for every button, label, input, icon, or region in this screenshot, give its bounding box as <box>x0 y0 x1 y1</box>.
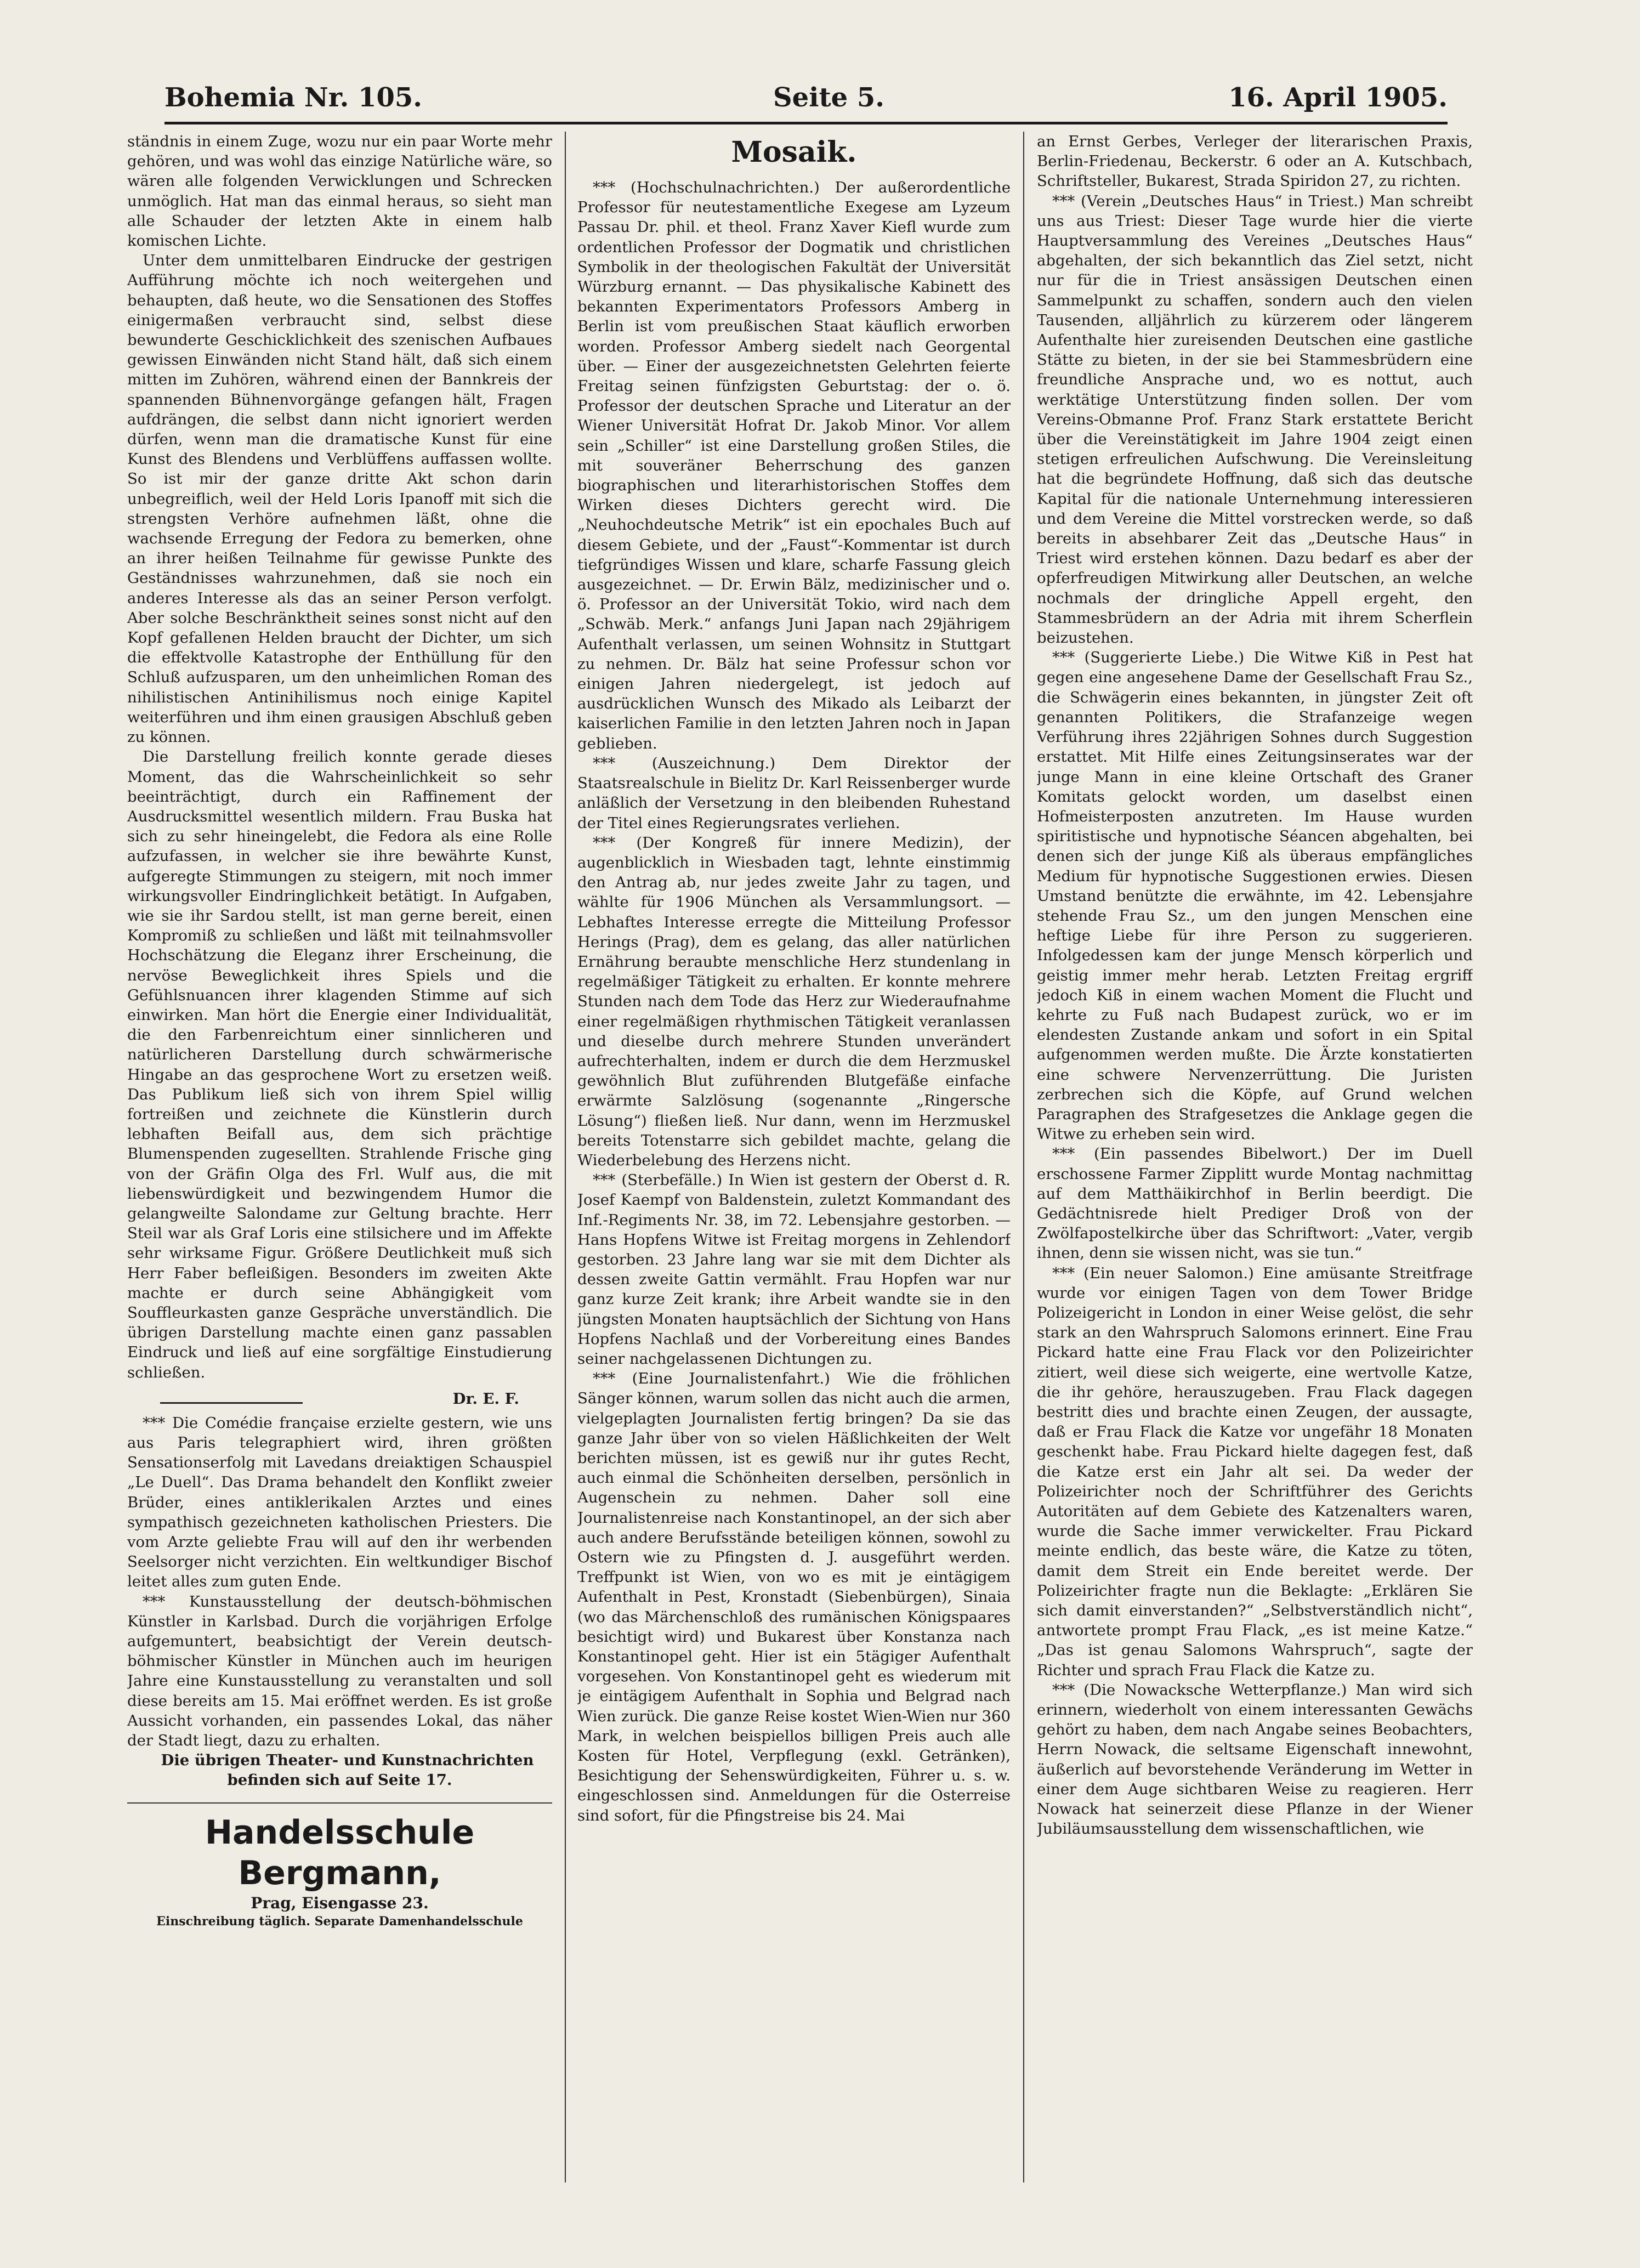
ad-title: Handelsschule Bergmann, <box>205 1813 475 1892</box>
news-item: *** (Suggerierte Liebe.) Die Witwe Kiß in Pest hat gegen eine angesehene Dame der Gesellschaft Frau Sz., die Schwägerin eines bekannten, in jüngster Zeit oft genannten Politikers, die Strafanzeige wegen Verführung ihres 22jährigen Sohnes durch Suggestion erstattet. Mit Hilfe eines Zeitungsinserates war der junge Mann in eine kleine Ortschaft des Graner Komitats gelockt worden, um daselbst einen Hofmeisterposten anzutreten. Im Hause wurden spiritistische und hypnotische Séancen abgehalten, bei denen sich der junge Kiß als überaus empfängliches Medium für hypnotische Suggestionen erwies. Diesen Umstand benützte die erwähnte, im 42. Lebensjahre stehende Frau Sz., um den jungen Menschen eine heftige Liebe für ihre Person zu suggerieren. Infolgedessen kam der junge Mensch körperlich und geistig immer mehr herab. Letzten Freitag ergriff jedoch Kiß in einem wachen Moment die Flucht und kehrte zu Fuß nach Budapest zurück, wo er im elendesten Zustande ankam und sofort in ein Spital aufgenommen werden mußte. Die Ärzte konstatierten eine schwere Nervenzerrüttung. Die Juristen zerbrechen sich die Köpfe, auf Grund welchen Paragraphen des Strafgesetzes die Anklage gegen die Witwe zu erheben sein wird. <box>1037 649 1473 1143</box>
article-paragraph: Unter dem unmittelbaren Eindrucke der gestrigen Aufführung möchte ich noch weitergehen und behaupten, daß heute, wo die Sensationen des Stoffes einigermaßen verbraucht sind, selbst diese bewunderte Geschicklichkeit des szenischen Aufbaues gewissen Einwänden nicht Stand hält, daß sich einem mitten im Zuhören, während einen der Bannkreis der spannenden Bühnenvorgänge gefangen hält, Fragen aufdrängen, die selbst dann nicht ignoriert werden dürfen, wenn man die dramatische Kunst für eine Kunst des Blendens und Verblüffens auffassen wollte. So ist mir der ganze dritte Akt schon darin unbegreiflich, weil der Held Loris Ipanoff mit sich die strengsten Verhöre aufnehmen läßt, ohne die wachsende Erregung der Fedora zu bemerken, ohne an ihrer heißen Teilnahme für gewisse Punkte des Geständnisses wahrzunehmen, daß sie noch ein anderes Interesse als das an seiner Person verfolgt. Aber solche Beschränktheit seines sonst nicht auf den Kopf gefallenen Helden braucht der Dichter, um sich die effektvolle Katastrophe der Enthüllung für den Schluß aufzusparen, um den unheimlichen Roman des nihilistischen Antinihilismus noch einige Kapitel weiterführen und ihm einen grausigen Abschluß geben zu können. <box>127 252 552 746</box>
header-date: 16. April 1905. <box>1228 82 1448 113</box>
news-item: *** (Die Nowacksche Wetterpflanze.) Man wird sich erinnern, wiederholt von einem interessanten Gewächs gehört zu haben, dem nach Angabe seines Beobachters, Herrn Nowack, die seltsame Eigenschaft innewohnt, äußerlich auf bevorstehende Veränderung im Wetter in einer dem Auge sichtbaren Weise zu reagieren. Herr Nowack hat seinerzeit diese Pflanze in der Wiener Jubiläumsausstellung dem wissenschaftlichen, wie <box>1037 1681 1473 1838</box>
page-header <box>164 82 1448 121</box>
author-signature: Dr. E. F. <box>452 1390 519 1408</box>
news-item: *** (Auszeichnung.) Dem Direktor der Staatsrealschule in Bielitz Dr. Karl Reissenberger wurde anläßlich der Versetzung in den bleibenden Ruhestand der Titel eines Regierungsrates verliehen. <box>577 754 1011 832</box>
news-item: *** (Eine Journalistenfahrt.) Wie die fröhlichen Sänger können, warum sollen das nicht auch die armen, vielgeplagten Journalisten fertig bringen? Da sie das ganze Jahr über von so vielen Häßlichkeiten der Welt berichten müssen, ist es gewiß nur ihr gutes Recht, auch einmal die Schönheiten derselben, persönlich in Augenschein zu nehmen. Daher soll eine Journalistenreise nach Konstantinopel, an der sich aber auch andere Berufsstände beteiligen können, sowohl zu Ostern wie zu Pfingsten d. J. ausgeführt werden. Treffpunkt ist Wien, von wo es mit je eintägigem Aufenthalt in Pest, Kronstadt (Siebenbürgen), Sinaia (wo das Märchenschloß des rumänischen Königspaares besichtigt wird) und Bukarest über Konstanza nach Konstantinopel geht. Hier ist ein 5tägiger Aufenthalt vorgesehen. Von Konstantinopel geht es wiederum mit je eintägigem Aufenthalt in Sophia und Belgrad nach Wien zurück. Die ganze Reise kostet Wien-Wien nur 360 Mark, in welchen beispiellos billigen Preis auch alle Kosten für Hotel, Verpflegung (exkl. Getränken), Besichtigung der Sehenswürdigkeiten, Führer u. s. w. eingeschlossen sind. Anmeldungen für die Osterreise sind sofort, für die Pfingstreise bis 24. Mai <box>577 1370 1011 1824</box>
header-rule <box>164 122 1448 124</box>
cross-reference-note: Die übrigen Theater- und Kunstnachrichten befinden sich auf Seite 17. <box>161 1751 534 1789</box>
advertisement <box>127 1802 552 1930</box>
news-item: *** (Ein passendes Bibelwort.) Der im Duell erschossene Farmer Zipplitt wurde Montag nachmittag auf dem Matthäikirchhof in Berlin beerdigt. Die Gedächtnisrede hielt Prediger Droß von der Zwölfapostelkirche über das Schriftwort: „Vater, vergib ihnen, denn sie wissen nicht, was sie tun.“ <box>1037 1145 1473 1262</box>
article-paragraph: an Ernst Gerbes, Verleger der literarischen Praxis, Berlin-Friedenau, Beckerstr. 6 oder an A. Kutschbach, Schriftsteller, Bukarest, Strada Spiridon 27, zu richten. <box>1037 133 1473 190</box>
news-item: *** (Sterbefälle.) In Wien ist gestern der Oberst d. R. Josef Kaempf von Baldenstein, zuletzt Kommandant des Inf.-Regiments Nr. 38, im 72. Lebensjahre gestorben. — Hans Hopfens Witwe ist Freitag morgens in Zehlendorf gestorben. 23 Jahre lang war sie mit dem Dichter als dessen zweite Gattin vermählt. Frau Hopfen war nur ganz kurze Zeit krank; ihre Arbeit wandte sie in den jüngsten Monaten hauptsächlich der Sichtung von Hans Hopfens Nachlaß und der Vorbereitung eines Bandes seiner nachgelassenen Dichtungen zu. <box>577 1171 1011 1368</box>
article-paragraph: ständnis in einem Zuge, wozu nur ein paar Worte mehr gehören, und was wohl das einzige Natürliche wäre, so wären alle folgenden Verwicklungen und Schrecken unmöglich. Hat man das einmal heraus, so sieht man alle Schauder der letzten Akte in einem halb komischen Lichte. <box>127 133 552 250</box>
column-1 <box>127 132 552 2182</box>
column-2 <box>577 132 1011 2182</box>
signature-row <box>127 1386 552 1408</box>
column-divider <box>1023 132 1024 2182</box>
news-item: *** Die Comédie française erzielte gestern, wie uns aus Paris telegraphiert wird, ihren größten Sensationserfolg mit Lavedans dreiaktigen Schauspiel „Le Duell“. Das Drama behandelt den Konflikt zweier Brüder, eines antiklerikalen Arztes und eines sympathisch gezeichneten katholischen Priesters. Die vom Arzte geliebte Frau will auf den ihr werbenden Seelsorger nicht verzichten. Ein weltkundiger Bischof leitet alles zum guten Ende. <box>127 1414 552 1591</box>
ad-address: Prag, Eisengasse 23. <box>251 1893 429 1912</box>
news-item: *** Kunstausstellung der deutsch-böhmischen Künstler in Karlsbad. Durch die vorjährigen Erfolge aufgemuntert, beabsichtigt der Verein deutsch-böhmischer Künstler in München auch im heurigen Jahre eine Kunstausstellung zu veranstalten und soll diese bereits am 15. Mai eröffnet werden. Es ist große Aussicht vorhanden, ein passendes Lokal, das näher der Stadt liegt, dazu zu erhalten. <box>127 1592 552 1750</box>
header-page-number: Seite 5. <box>773 82 884 113</box>
column-divider <box>565 132 566 2182</box>
news-item: *** (Verein „Deutsches Haus“ in Triest.) Man schreibt uns aus Triest: Dieser Tage wurde hier die vierte Hauptversammlung des Vereines „Deutsches Haus“ abgehalten, der sich bekanntlich das Ziel setzt, nicht nur für die in Triest ansässigen Deutschen einen Sammelpunkt zu schaffen, sondern auch den vielen Tausenden, alljährlich zu kürzerem oder längerem Aufenthalte hier zureisenden Deutschen eine gastliche Stätte zu bieten, in der sie bei Stammesbrüdern eine freundliche Ansprache und, wo es nottut, auch werktätige Unterstützung finden sollen. Der vom Vereins-Obmanne Prof. Franz Stark erstattete Bericht über die Vereinstätigkeit im Jahre 1904 zeigt einen stetigen erfreulichen Aufschwung. Die Vereinsleitung hat die begründete Hoffnung, daß sich das deutsche Kapital für die nationale Unternehmung interessieren und dem Vereine die Mittel vorstrecken werde, so daß bereits in absehbarer Zeit das „Deutsche Haus“ in Triest wird erstehen können. Dazu bedarf es aber der opferfreudigen Mitwirkung aller Deutschen, an welche nochmals der dringliche Appell ergeht, den Stammesbrüdern an der Adria mit ihrem Scherflein beizustehen. <box>1037 192 1473 647</box>
column-3 <box>1037 132 1473 2182</box>
ad-note: Einschreibung täglich. Separate Damenhandelsschule <box>156 1914 523 1929</box>
divider <box>160 1402 303 1404</box>
header-issue: Bohemia Nr. 105. <box>164 82 422 113</box>
section-title: Mosaik. <box>731 135 857 169</box>
news-item: *** (Hochschulnachrichten.) Der außerordentliche Professor für neutestamentliche Exegese am Lyzeum Passau Dr. phil. et theol. Franz Xaver Kiefl wurde zum ordentlichen Professor der Dogmatik und christlichen Symbolik in der theologischen Fakultät der Universität Würzburg ernannt. — Das physikalische Kabinett des bekannten Experimentators Professors Amberg in Berlin ist vom preußischen Staat käuflich erworben worden. Professor Amberg siedelt nach Georgental über. — Einer der ausgezeichnetsten Gelehrten feierte Freitag seinen fünfzigsten Geburtstag: der o. ö. Professor der deutschen Sprache und Literatur an der Wiener Universität Hofrat Dr. Jakob Minor. Vor allem sein „Schiller“ ist eine Darstellung großen Stiles, die mit souveräner Beherrschung des ganzen biographischen und literarhistorischen Stoffes dem Wirken dieses Dichters gerecht wird. Die „Neuhochdeutsche Metrik“ ist ein epochales Buch auf diesem Gebiete, und der „Faust“-Kommentar ist durch tiefgründiges Wissen und klare, scharfe Fassung gleich ausgezeichnet. — Dr. Erwin Bälz, medizinischer und o. ö. Professor an der Universität Tokio, wird nach dem „Schwäb. Merk.“ anfangs Juni Japan nach 29jährigem Aufenthalt verlassen, um seinen Wohnsitz in Stuttgart zu nehmen. Dr. Bälz hat seine Professur schon vor einigen Jahren niedergelegt, ist jedoch auf ausdrücklichen Wunsch des Mikado als Leibarzt der kaiserlichen Familie in den letzten Jahren noch in Japan geblieben. <box>577 179 1011 752</box>
article-paragraph: Die Darstellung freilich konnte gerade dieses Moment, das die Wahrscheinlichkeit so sehr beeinträchtigt, durch ein Raffinement der Ausdrucksmittel wesentlich mildern. Frau Buska hat sich zu sehr hineingelebt, die Fedora als eine Rolle aufzufassen, in welcher sie ihre bewährte Kunst, aufgeregte Stimmungen zu steigern, mit noch immer wirkungsvoller Eindringlichkeit betätigt. In Aufgaben, wie sie ihr Sardou stellt, ist man gerne bereit, einen Kompromiß zu schließen und läßt mit teilnahmsvoller Hochschätzung die Eleganz ihrer Erscheinung, die nervöse Beweglichkeit ihres Spiels und die Gefühlsnuancen ihrer klagenden Stimme auf sich einwirken. Man hört die Energie einer Individualität, die den Farbenreichtum einer sinnlicheren und natürlicheren Darstellung durch schwärmerische Hingabe an das gesprochene Wort zu ersetzen weiß. Das Publikum ließ sich von ihrem Spiel willig fortreißen und zeichnete die Künstlerin durch lebhaften Beifall aus, dem sich prächtige Blumenspenden zugesellten. Strahlende Frische ging von der Gräfin Olga des Frl. Wulf aus, die mit liebenswürdigkeit und bezwingendem Humor die gelangweilte Salondame zur Geltung brachte. Herr Steil war als Graf Loris eine stilsichere und im Affekte sehr wirksame Figur. Größere Deutlichkeit muß sich Herr Faber befleißigen. Besonders im zweiten Akte machte er durch seine Abhängigkeit vom Souffleurkasten ganze Gespräche unverständlich. Die übrigen Darstellung machte einen ganz passablen Eindruck und ließ auf eine sorgfältige Einstudierung schließen. <box>127 748 552 1381</box>
news-item: *** (Der Kongreß für innere Medizin), der augenblicklich in Wiesbaden tagt, lehnte einstimmig den Antrag ab, nur jedes zweite Jahr zu tagen, und wählte für 1906 München als Versammlungsort. — Lebhaftes Interesse erregte die Mitteilung Professor Herings (Prag), dem es gelang, das aller natürlichen Ernährung beraubte menschliche Herz stundenlang in regelmäßiger Tätigkeit zu erhalten. Er konnte mehrere Stunden nach dem Tode das Herz zur Wiederaufnahme einer regelmäßigen rhythmischen Tätigkeit veranlassen und dieselbe durch mehrere Stunden unverändert aufrechterhalten, indem er durch die dem Herzmuskel gewöhnlich Blut zuführenden Blutgefäße einfache erwärmte Salzlösung (sogenannte „Ringersche Lösung“) fließen ließ. Nur dann, wenn im Herzmuskel bereits Totenstarre sich gebildet machte, gelang die Wiederbelebung des Herzens nicht. <box>577 834 1011 1169</box>
news-item: *** (Ein neuer Salomon.) Eine amüsante Streitfrage wurde vor einigen Tagen von dem Tower Bridge Polizeigericht in London in einer Weise gelöst, die sehr stark an den Wahrspruch Salomons erinnert. Eine Frau Pickard hatte eine Frau Flack vor den Polizeirichter zitiert, weil diese sich weigerte, eine wertvolle Katze, die ihr gehöre, herauszugeben. Frau Flack dagegen bestritt dies und brachte einen Zeugen, der aussagte, daß er Frau Flack die Katze vor ungefähr 18 Monaten geschenkt habe. Frau Pickard hielte dagegen fest, daß die Katze erst ein Jahr alt sei. Da weder der Polizeirichter noch der Schriftführer des Gerichts Autoritäten auf dem Gebiete des Katzenalters waren, wurde die Sache immer verwickelter. Frau Pickard meinte endlich, das beste wäre, die Katze zu töten, damit dem Streit ein Ende bereitet werde. Der Polizeirichter fragte nun die Beklagte: „Erklären Sie sich damit einverstanden?“ „Selbstverständlich nicht“, antwortete prompt Frau Flack, „es ist meine Katze.“ „Das ist genau Salomons Wahrspruch“, sagte der Richter und sprach Frau Flack die Katze zu. <box>1037 1264 1473 1679</box>
